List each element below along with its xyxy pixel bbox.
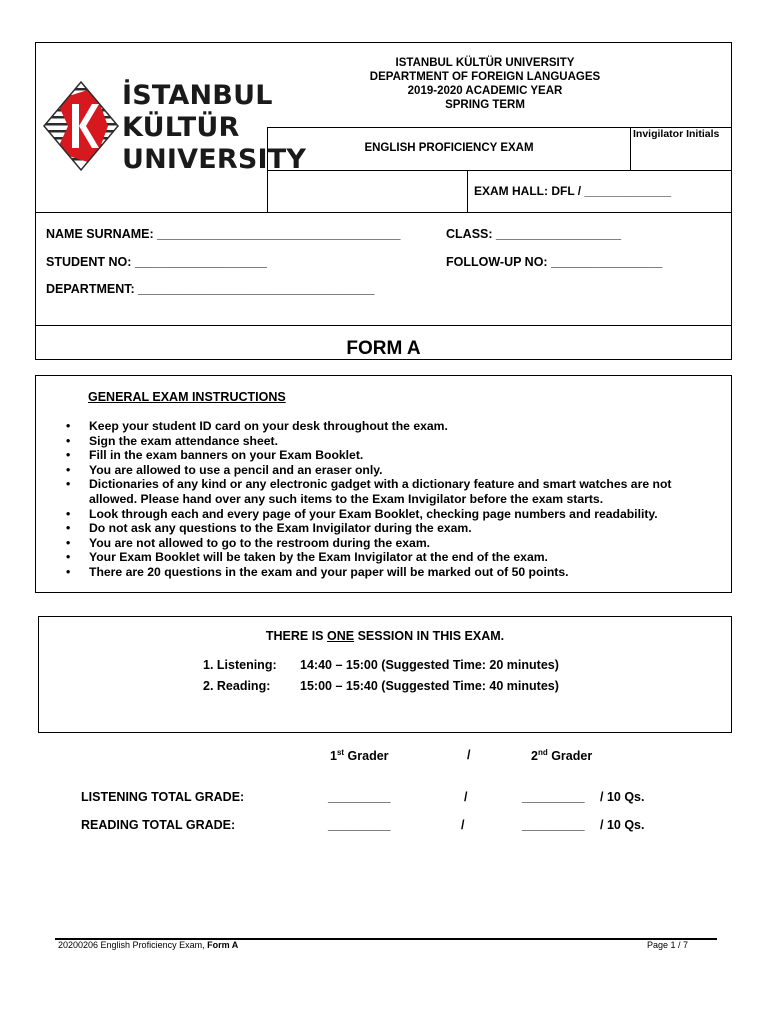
- followup-no-field: FOLLOW-UP NO: ________________: [446, 255, 663, 269]
- bullet-icon: •: [66, 506, 71, 521]
- academic-year: 2019-2020 ACADEMIC YEAR: [407, 85, 563, 97]
- instruction-text: Keep your student ID card on your desk throughout the exam.: [89, 419, 448, 433]
- instruction-text: Do not ask any questions to the Exam Invigilator during the exam.: [89, 521, 472, 536]
- bullet-icon: •: [66, 535, 71, 550]
- instruction-item: [66, 419, 716, 434]
- instruction-text: Fill in the exam banners on your Exam Booklet.: [89, 448, 364, 463]
- logo-text-line: KÜLTÜR: [122, 112, 240, 143]
- logo-text-line: İSTANBUL: [122, 80, 273, 111]
- reading-grade-2: _________: [522, 818, 585, 832]
- university-logo: [42, 80, 120, 172]
- page-number: Page 1 / 7: [647, 940, 689, 950]
- department-name: DEPARTMENT OF FOREIGN LANGUAGES: [369, 71, 601, 83]
- university-name: ISTANBUL KÜLTÜR UNIVERSITY: [395, 57, 575, 69]
- instruction-item: [66, 521, 716, 536]
- header-divider: [267, 170, 732, 171]
- form-title: FORM A: [346, 338, 421, 359]
- instruction-item: [66, 507, 716, 522]
- instruction-text: Dictionaries of any kind or any electronic gadget with a dictionary feature and smart watches are not allowed. Please hand over any such items to the Exam Invigilator before the exam starts.: [89, 477, 672, 506]
- student-no-field: STUDENT NO: ___________________: [46, 255, 267, 269]
- header-divider: [467, 170, 468, 213]
- session-label: 2. Reading:: [203, 679, 271, 693]
- instruction-text: There are 20 questions in the exam and your paper will be marked out of 50 points.: [89, 564, 569, 579]
- grader-separator: /: [461, 818, 465, 832]
- reading-out-of: / 10 Qs.: [600, 818, 645, 832]
- bullet-icon: •: [66, 433, 71, 448]
- grader-separator: /: [467, 748, 471, 762]
- term: SPRING TERM: [445, 99, 525, 111]
- instructions-list: [66, 419, 716, 580]
- bullet-icon: •: [66, 564, 71, 579]
- instruction-text: Sign the exam attendance sheet.: [89, 433, 278, 448]
- bullet-icon: •: [66, 448, 71, 463]
- instruction-item: [66, 448, 716, 463]
- session-time: 15:00 – 15:40 (Suggested Time: 40 minutes): [300, 679, 559, 693]
- listening-grade-1: _________: [328, 790, 391, 804]
- listening-total-label: LISTENING TOTAL GRADE:: [81, 790, 245, 804]
- session-label: 1. Listening:: [203, 658, 277, 672]
- instruction-text: You are not allowed to go to the restroom during the exam.: [89, 535, 431, 550]
- bullet-icon: •: [66, 419, 71, 433]
- instruction-item: [66, 477, 716, 506]
- bullet-icon: •: [66, 521, 71, 536]
- instruction-item: [66, 463, 716, 478]
- listening-grade-2: _________: [522, 790, 585, 804]
- exam-name: ENGLISH PROFICIENCY EXAM: [364, 142, 534, 154]
- instruction-text: Your Exam Booklet will be taken by the Exam Invigilator at the end of the exam.: [89, 550, 548, 565]
- instructions-heading: GENERAL EXAM INSTRUCTIONS: [88, 390, 286, 404]
- logo-icon: [42, 80, 120, 172]
- session-title-emphasis: ONE: [327, 629, 355, 643]
- reading-grade-1: _________: [328, 818, 391, 832]
- grader-separator: /: [464, 790, 468, 804]
- reading-total-label: READING TOTAL GRADE:: [81, 818, 236, 832]
- bullet-icon: •: [66, 550, 71, 565]
- header-divider: [35, 212, 732, 213]
- name-surname-field: NAME SURNAME: ___________________________________: [46, 227, 401, 241]
- session-title: [38, 629, 732, 643]
- header-divider: [630, 127, 631, 170]
- exam-hall-field: EXAM HALL: DFL / _____________: [474, 184, 672, 198]
- header-divider: [35, 325, 732, 326]
- class-field: CLASS: __________________: [446, 227, 622, 241]
- session-title-pre: THERE IS: [265, 629, 327, 643]
- instruction-item: [66, 536, 716, 551]
- session-title-post: SESSION IN THIS EXAM.: [354, 629, 505, 643]
- second-grader-header: 2nd Grader: [531, 748, 593, 764]
- footer-code: 20200206 English Proficiency Exam, Form A: [58, 940, 239, 950]
- department-field: DEPARTMENT: __________________________________: [46, 282, 375, 296]
- invigilator-initials-label: Invigilator Initials: [633, 128, 720, 140]
- listening-out-of: / 10 Qs.: [600, 790, 645, 804]
- session-time: 14:40 – 15:00 (Suggested Time: 20 minutes): [300, 658, 559, 672]
- first-grader-header: 1st Grader: [330, 748, 389, 764]
- instruction-item: [66, 434, 716, 449]
- instruction-text: You are allowed to use a pencil and an eraser only.: [89, 462, 383, 477]
- instruction-text: Look through each and every page of your Exam Booklet, checking page numbers and readability.: [89, 506, 658, 521]
- bullet-icon: •: [66, 462, 71, 477]
- instruction-item: [66, 550, 716, 565]
- bullet-icon: •: [66, 477, 71, 492]
- logo-text-line: UNIVERSITY: [122, 144, 307, 175]
- instruction-item: [66, 565, 716, 580]
